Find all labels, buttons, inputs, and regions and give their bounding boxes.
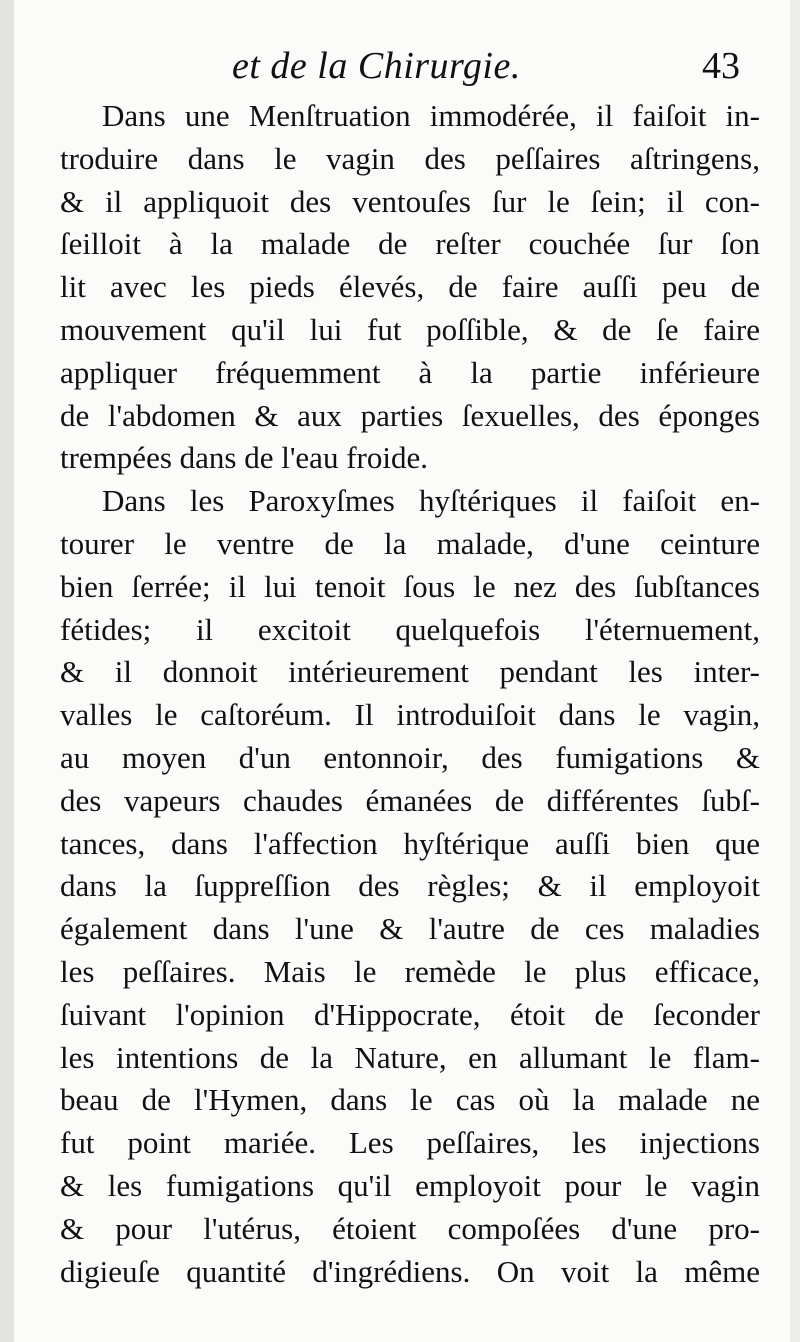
text-line: dans la ſuppreſſion des règles; & il employoit — [60, 868, 760, 904]
text-line: les peſſaires. Mais le remède le plus efficace, — [60, 953, 760, 989]
text-line: Dans les Paroxyſmes hyſtériques il faiſoit en- — [102, 483, 760, 519]
text-line: trempées dans de l'eau froide. — [60, 440, 428, 476]
page-header — [14, 40, 790, 100]
page-body — [60, 95, 760, 1293]
text-line: bien ſerrée; il lui tenoit ſous le nez des ſubſtances — [60, 568, 760, 604]
running-title: et de la Chirurgie. — [232, 45, 521, 87]
text-line: valles le caſtoréum. Il introduiſoit dans le vagin, — [60, 697, 760, 733]
text-line: & il donnoit intérieurement pendant les inter- — [60, 654, 760, 690]
text-line: de l'abdomen & aux parties ſexuelles, des éponges — [60, 397, 760, 433]
text-line: fétides; il excitoit quelquefois l'éternuement, — [60, 611, 760, 647]
text-line: tourer le ventre de la malade, d'une ceinture — [60, 525, 760, 561]
text-line: Dans une Menſtruation immodérée, il faiſoit in- — [102, 98, 760, 133]
text-line: mouvement qu'il lui fut poſſible, & de ſe faire — [60, 311, 760, 347]
text-line: & pour l'utérus, étoient compoſées d'une pro- — [60, 1210, 760, 1246]
text-line: ſuivant l'opinion d'Hippocrate, étoit de ſeconder — [60, 996, 760, 1032]
text-line: également dans l'une & l'autre de ces maladies — [60, 911, 760, 947]
text-line: ſeilloit à la malade de reſter couchée ſur ſon — [60, 226, 760, 262]
page-number: 43 — [702, 45, 740, 87]
text-line: des vapeurs chaudes émanées de différentes ſubſ- — [60, 782, 760, 818]
text-line: tances, dans l'affection hyſtérique auſſi bien que — [60, 825, 760, 861]
text-line: lit avec les pieds élevés, de faire auſſi peu de — [60, 269, 760, 305]
text-line: digieuſe quantité d'ingrédiens. On voit la même — [60, 1253, 760, 1289]
text-line: troduire dans le vagin des peſſaires aſtringens, — [60, 140, 760, 176]
text-line: beau de l'Hymen, dans le cas où la malade ne — [60, 1082, 760, 1118]
text-line: fut point mariée. Les peſſaires, les injections — [60, 1125, 760, 1161]
text-line: & les fumigations qu'il employoit pour le vagin — [60, 1167, 760, 1203]
text-line: & il appliquoit des ventouſes ſur le ſein; il con- — [60, 183, 760, 219]
paragraph-paroxysmes — [60, 480, 760, 1293]
text-line: appliquer fréquemment à la partie inférieure — [60, 354, 760, 390]
text-line: au moyen d'un entonnoir, des fumigations & — [60, 739, 760, 775]
paragraph-menstruation — [60, 95, 760, 480]
text-line: les intentions de la Nature, en allumant le flam- — [60, 1039, 760, 1075]
